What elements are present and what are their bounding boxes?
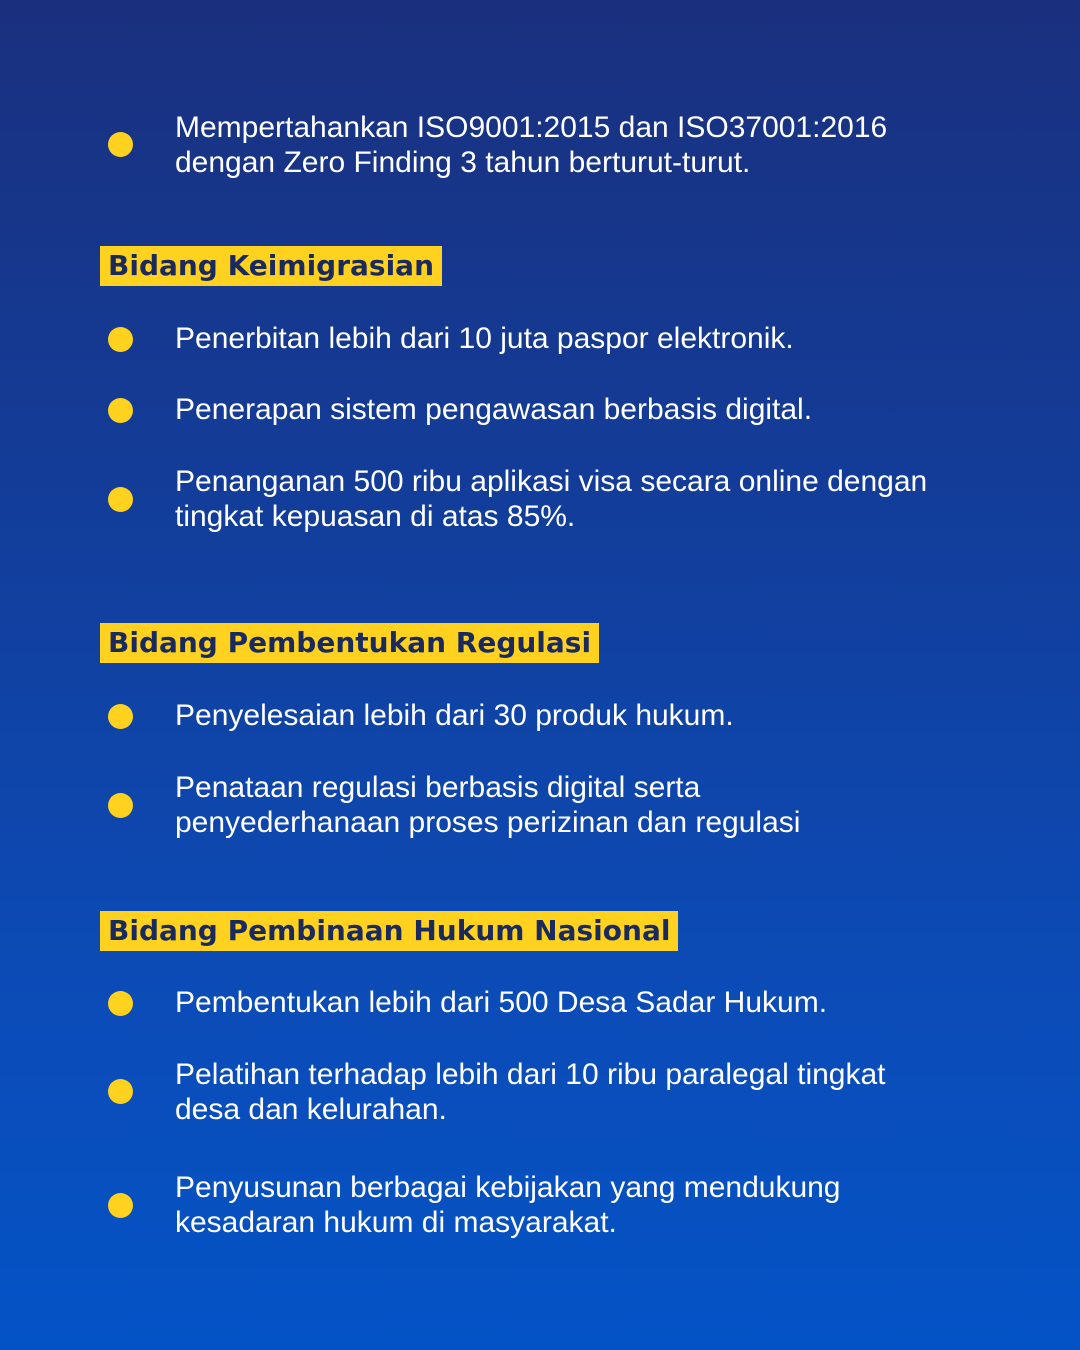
list-item-text: Penyelesaian lebih dari 30 produk hukum. (175, 699, 734, 732)
bullet-dot-icon (108, 132, 133, 157)
list-item-text: Penerbitan lebih dari 10 juta paspor elektronik. (175, 322, 794, 355)
bullet-dot-icon (108, 398, 133, 423)
list-item-text: Penyusunan berbagai kebijakan yang mendukung kesadaran hukum di masyarakat. (175, 1171, 841, 1239)
bullet-dot-icon (108, 1079, 133, 1104)
section-heading-pembinaan-hukum-nasional: Bidang Pembinaan Hukum Nasional (100, 911, 678, 951)
bullet-dot-icon (108, 704, 133, 729)
list-item-text: Penerapan sistem pengawasan berbasis digital. (175, 393, 813, 426)
list-item-text: Pembentukan lebih dari 500 Desa Sadar Hukum. (175, 986, 828, 1019)
section-heading-pembentukan-regulasi: Bidang Pembentukan Regulasi (100, 623, 599, 663)
bullet-dot-icon (108, 991, 133, 1016)
bullet-dot-icon (108, 327, 133, 352)
list-item-text: Penataan regulasi berbasis digital serta penyederhanaan proses perizinan dan regulasi (175, 771, 801, 839)
bullet-dot-icon (108, 1193, 133, 1218)
list-item-text: Pelatihan terhadap lebih dari 10 ribu paralegal tingkat desa dan kelurahan. (175, 1058, 886, 1126)
bullet-dot-icon (108, 487, 133, 512)
bullet-dot-icon (108, 793, 133, 818)
section-heading-keimigrasian: Bidang Keimigrasian (100, 246, 442, 286)
list-item-text: Mempertahankan ISO9001:2015 dan ISO37001:2016 dengan Zero Finding 3 tahun berturut-turut. (175, 111, 888, 179)
list-item-text: Penanganan 500 ribu aplikasi visa secara online dengan tingkat kepuasan di atas 85%. (175, 465, 928, 533)
